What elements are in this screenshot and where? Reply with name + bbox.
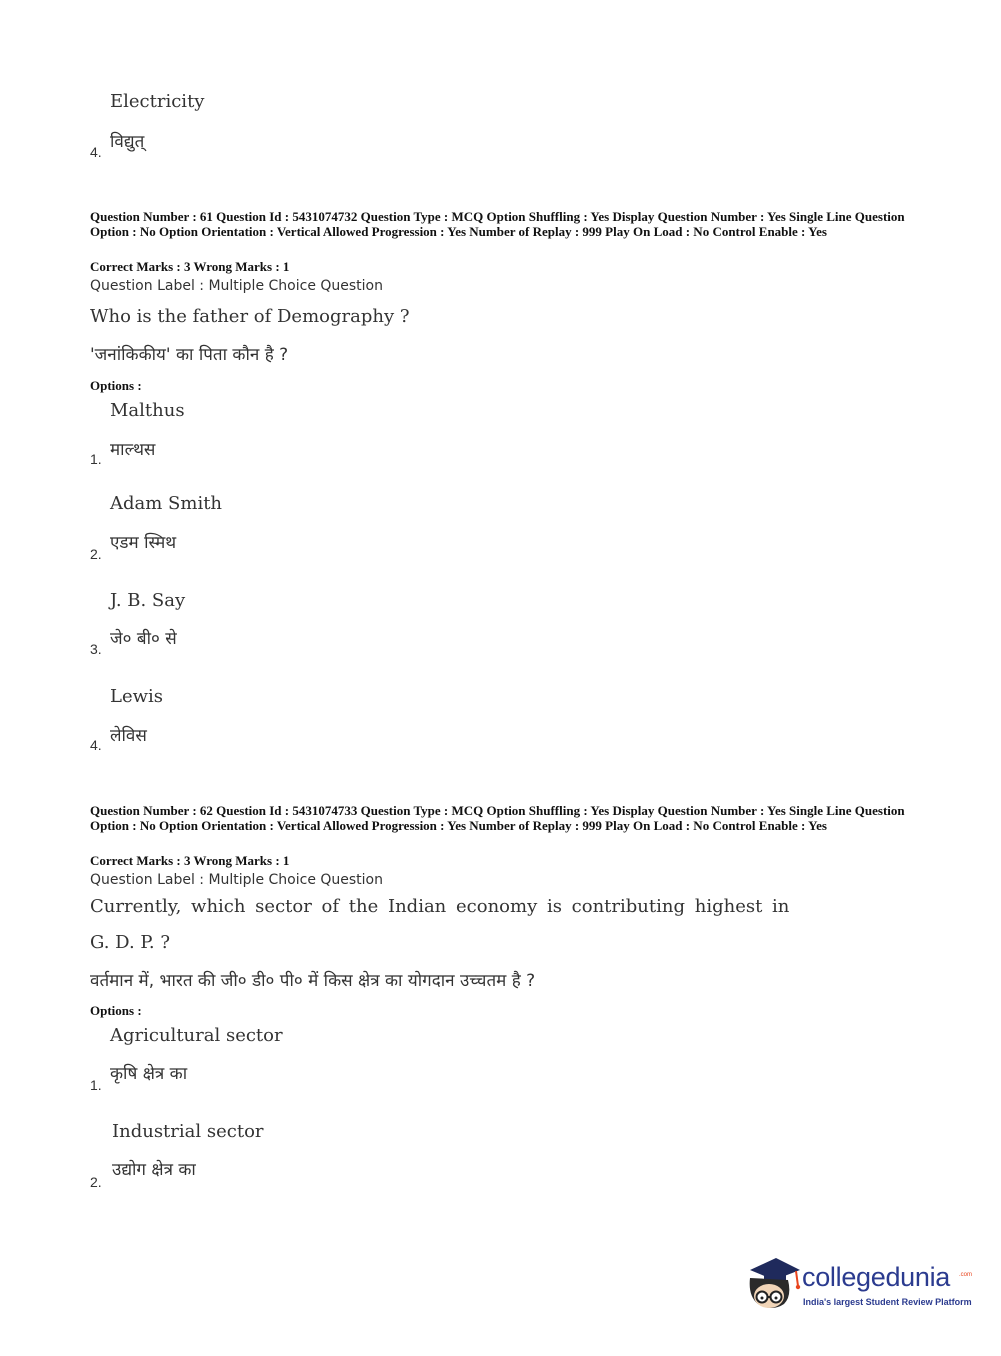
prev-option-4-hi: विद्युत् xyxy=(110,132,145,152)
q61-option-3-hi: जे० बी० से xyxy=(110,629,177,649)
prev-option-4-en: Electricity xyxy=(110,91,205,112)
q61-option-4-number: 4. xyxy=(90,737,102,753)
q61-option-1-en: Malthus xyxy=(110,400,185,421)
q61-meta: Question Number : 61 Question Id : 5431074732 Question Type : MCQ Option Shuffling : Yes Display Question Number : Yes Single Line Question Option : No Option Orientation : Vertical Allowed Progression : Yes Number of Replay : 999 Play On Load : No Control Enable : Yes xyxy=(90,209,905,239)
q62-text-en-line2: G. D. P. ? xyxy=(90,932,170,953)
mascot-icon xyxy=(742,1252,802,1316)
q62-option-2-en: Industrial sector xyxy=(112,1121,264,1142)
q61-option-1-hi: माल्थस xyxy=(110,440,156,460)
q61-option-2-number: 2. xyxy=(90,546,102,562)
q62-text-hi: वर्तमान में, भारत की जी० डी० पी० में किस क्षेत्र का योगदान उच्चतम है ? xyxy=(90,971,536,991)
q62-option-2-number: 2. xyxy=(90,1174,102,1190)
q61-text-en: Who is the father of Demography ? xyxy=(90,306,410,327)
q61-text-hi: 'जनांकिकीय' का पिता कौन है ? xyxy=(90,345,289,365)
q62-text-en-line1: Currently, which sector of the Indian economy is contributing highest in xyxy=(90,896,790,917)
q62-marks: Correct Marks : 3 Wrong Marks : 1 xyxy=(90,853,290,868)
q61-label: Question Label : Multiple Choice Question xyxy=(90,278,383,294)
logo-tagline: India's largest Student Review Platform xyxy=(803,1297,972,1307)
q62-meta: Question Number : 62 Question Id : 5431074733 Question Type : MCQ Option Shuffling : Yes Display Question Number : Yes Single Line Question Option : No Option Orientation : Vertical Allowed Progression : Yes Number of Replay : 999 Play On Load : No Control Enable : Yes xyxy=(90,803,905,833)
q62-option-1-hi: कृषि क्षेत्र का xyxy=(110,1064,188,1084)
q62-label: Question Label : Multiple Choice Question xyxy=(90,872,383,888)
q61-option-2-hi: एडम स्मिथ xyxy=(110,533,177,553)
q61-options-label: Options : xyxy=(90,378,142,393)
prev-option-4-number: 4. xyxy=(90,144,102,160)
q61-option-2-en: Adam Smith xyxy=(110,493,223,514)
logo-brand-text: collegedunia xyxy=(802,1262,951,1292)
collegedunia-logo xyxy=(742,1250,972,1320)
q62-option-1-en: Agricultural sector xyxy=(110,1025,283,1046)
q61-marks: Correct Marks : 3 Wrong Marks : 1 xyxy=(90,259,290,274)
logo-suffix-text: .com xyxy=(959,1272,973,1278)
q62-options-label: Options : xyxy=(90,1003,142,1018)
q62-option-1-number: 1. xyxy=(90,1077,102,1093)
q61-option-1-number: 1. xyxy=(90,451,102,467)
q61-option-4-hi: लेविस xyxy=(110,726,147,746)
q62-option-2-hi: उद्योग क्षेत्र का xyxy=(112,1160,196,1180)
q61-option-4-en: Lewis xyxy=(110,686,164,707)
q61-option-3-en: J. B. Say xyxy=(110,590,186,611)
q61-option-3-number: 3. xyxy=(90,641,102,657)
